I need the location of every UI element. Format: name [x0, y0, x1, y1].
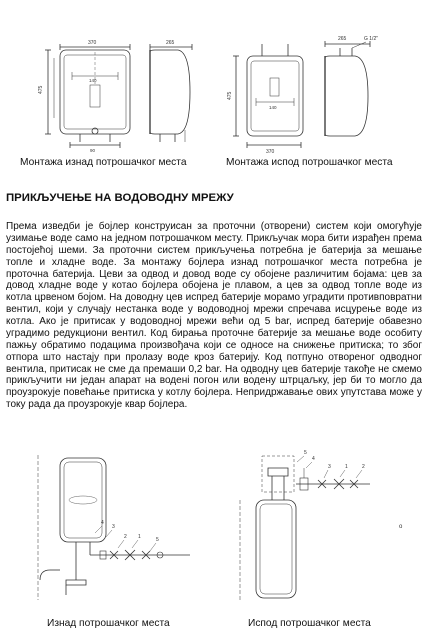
front-view-above-drawing — [45, 44, 130, 148]
side-view-below-drawing — [325, 41, 370, 136]
dim-depth-label: 265 — [166, 40, 175, 46]
dim-bottom-label: 90 — [90, 148, 96, 153]
caption-schematic-above: Изнад потрошачког места — [47, 618, 170, 629]
part-label: 3 — [328, 464, 331, 470]
part-label: 4 — [101, 520, 104, 526]
dim-height-label: 475 — [38, 85, 44, 94]
caption-mounting-below: Монтажа испод потрошачког места — [226, 157, 393, 168]
part-label: 2 — [124, 534, 127, 540]
part-label: 5 — [304, 450, 307, 456]
page-mark: o — [399, 524, 403, 530]
part-label: 3 — [112, 524, 115, 530]
dim-inner-label: 140 — [89, 78, 97, 83]
top-technical-drawings — [0, 0, 425, 160]
schematic-above-drawing — [38, 455, 190, 600]
dim-inner-below-label: 140 — [269, 105, 277, 110]
caption-mounting-above: Монтажа изнад потрошачког места — [20, 157, 187, 168]
part-label: 4 — [312, 456, 315, 462]
schematic-below-drawing — [240, 456, 370, 600]
part-label: 1 — [138, 534, 141, 540]
caption-schematic-below: Испод потрошачког места — [248, 618, 371, 629]
side-view-above-drawing — [150, 44, 192, 142]
part-label: 1 — [345, 464, 348, 470]
front-view-below-drawing — [233, 44, 303, 148]
dim-width-below-label: 370 — [266, 149, 275, 155]
dim-height-below-label: 475 — [227, 91, 233, 100]
part-label: 5 — [156, 537, 159, 543]
section-heading: ПРИКЉУЧЕЊЕ НА ВОДОВОДНУ МРЕЖУ — [6, 192, 234, 204]
dim-depth-below-label: 265 — [338, 36, 347, 42]
dim-width-label: 370 — [88, 40, 97, 46]
part-label: 2 — [362, 464, 365, 470]
pipe-thread-label: G 1/2" — [364, 36, 379, 42]
section-body-text: Према изведби је бојлер конструисан за проточни (отворени) систем који омогућује узимање воде само на једном потрошачком месту. Прикључак мора бити израђен према постојећој шеми. За проточни систем прикључења потребна је батерија за мешање топле и хладне воде. За монтажу бојлера изнад потрошачког места потребна је проточна батерија. Цеви за одвод и довод воде су обојене различитим бојама: цев за довод хладне воде у котао бојлера обојена је плавом, а цев за одвод топле воде из котла црвеном бојом. На доводну цев испред батерије морамо уградити противповратни вентил, који у случају нестанка воде у водоводној мрежи спречава исцурење воде из котла. Ако је притисак у водоводној мрежи већи од 5 bar, испред батерије обавезно уградимо редукциони вентил. Код бирања проточне батерије за мешање воде особиту пажњу обратимо подацима произвођача који се односе на снижење притиска; то због отпора што настају при пролазу воде кроз батерију. Код потпуно отвореног одводног вентила, притисак не сме да премаши 0,2 bar. На одводну цев батерије такође не смемо прикључити ни један апарат на воденi погон или водену штрцаљку, јер би то могло да проузрокује повећање притиска у котлу бојлера. Непридржавање ових упутстава може у току рада да проузрокује квар бојлера. — [6, 221, 422, 411]
